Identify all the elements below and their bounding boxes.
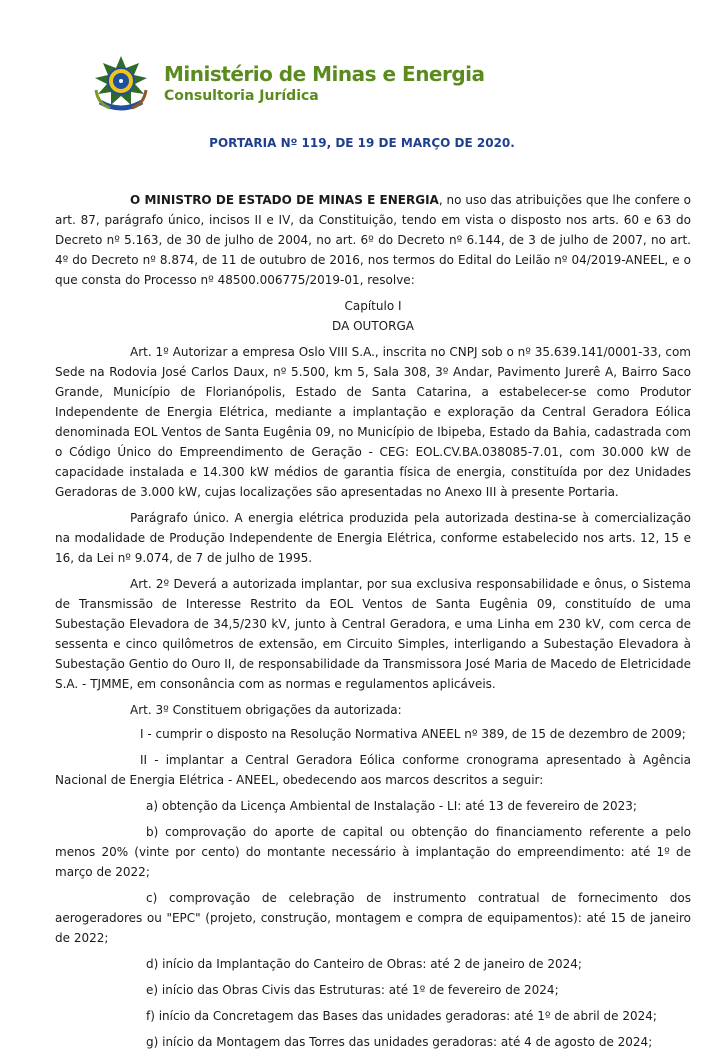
chapter-title: DA OUTORGA (332, 319, 414, 333)
milestone-f: f) início da Concretagem das Bases das unidades geradoras: até 1º de abril de 2024; (146, 1009, 657, 1023)
article-1: Art. 1º Autorizar a empresa Oslo VIII S.A., inscrita no CNPJ sob o nº 35.639.141/0001-33, com Sede na Rodovia José Carlos Daux, nº 5.500, km 5, Sala 308, 3º Andar, Pavimento Jurerê A, Bairro Saco Grande, Município de Florianópolis, Estado de Santa Catarina, a estabelecer-se como Produtor Independente de Energia Elétrica, mediante a implantação e exploração da Central Geradora Eólica denominada EOL Ventos de Santa Eugênia 09, no Município de Ibipeba, Estado da Bahia, cadastrada com o Código Único do Empreendimento de Geração - CEG: EOL.CV.BA.038085-7.01, com 30.000 kW de capacidade instalada e 14.300 kW médios de garantia física de energia, constituída por dez Unidades Geradoras de 3.000 kW, cujas localizações são apresentadas no Anexo III à presente Portaria. (55, 345, 691, 499)
preamble-authority: O MINISTRO DE ESTADO DE MINAS E ENERGIA (130, 193, 439, 207)
milestone-a: a) obtenção da Licença Ambiental de Instalação - LI: até 13 de fevereiro de 2023; (146, 799, 637, 813)
milestone-b: b) comprovação do aporte de capital ou obtenção do financiamento referente a pelo menos 20% (vinte por cento) do montante necessário à implantação do empreendimento: até 1º de março de 2022; (55, 825, 691, 879)
milestone-e: e) início das Obras Civis das Estruturas: até 1º de fevereiro de 2024; (146, 983, 559, 997)
letterhead (88, 54, 688, 118)
chapter-number: Capítulo I (344, 299, 402, 313)
preamble-paragraph (55, 190, 691, 290)
department-name: Consultoria Jurídica (164, 88, 319, 104)
milestone-g: g) início da Montagem das Torres das unidades geradoras: até 4 de agosto de 2024; (146, 1035, 653, 1049)
article-3-item-ii: II - implantar a Central Geradora Eólica conforme cronograma apresentado à Agência Nacional de Energia Elétrica - ANEEL, obedecendo aos marcos descritos a seguir: (55, 753, 691, 787)
article-2: Art. 2º Deverá a autorizada implantar, por sua exclusiva responsabilidade e ônus, o Sistema de Transmissão de Interesse Restrito da EOL Ventos de Santa Eugênia 09, constituído de uma Subestação Elevadora de 34,5/230 kV, junto à Central Geradora, e uma Linha em 230 kV, com cerca de sessenta e cinco quilômetros de extensão, em Circuito Simples, interligando a Subestação Elevadora à Subestação Gentio do Ouro II, de responsabilidade da Transmissora José Maria de Macedo de Eletricidade S.A. - TJMME, em consonância com as normas e regulamentos aplicáveis. (55, 577, 691, 691)
brazil-coat-of-arms-icon (88, 54, 154, 116)
document-title: PORTARIA Nº 119, DE 19 DE MARÇO DE 2020. (209, 136, 515, 150)
article-3: Art. 3º Constituem obrigações da autorizada: (130, 703, 402, 717)
article-3-item-i: I - cumprir o disposto na Resolução Normativa ANEEL nº 389, de 15 de dezembro de 2009; (140, 727, 686, 741)
preamble-text: , no uso das atribuições que lhe confere o art. 87, parágrafo único, incisos II e IV, da Constituição, tendo em vista o disposto nos arts. 60 e 63 do Decreto nº 5.163, de 30 de julho de 2004, no art. 6º do Decreto nº 6.144, de 3 de julho de 2007, no art. 4º do Decreto nº 8.874, de 11 de outubro de 2016, nos termos do Edital do Leilão nº 04/2019-ANEEL, e o que consta do Processo nº 48500.006775/2019-01, resolve: (55, 193, 692, 287)
milestone-d: d) início da Implantação do Canteiro de Obras: até 2 de janeiro de 2024; (146, 957, 582, 971)
milestone-c: c) comprovação de celebração de instrumento contratual de fornecimento dos aerogeradores ou "EPC" (projeto, construção, montagem e compra de equipamentos): até 15 de janeiro de 2022; (55, 891, 691, 945)
document-body (55, 190, 691, 1058)
ministry-name: Ministério de Minas e Energia (164, 62, 485, 86)
article-1-sole-paragraph: Parágrafo único. A energia elétrica produzida pela autorizada destina-se à comercialização na modalidade de Produção Independente de Energia Elétrica, conforme estabelecido nos arts. 12, 15 e 16, da Lei nº 9.074, de 7 de julho de 1995. (55, 511, 691, 565)
